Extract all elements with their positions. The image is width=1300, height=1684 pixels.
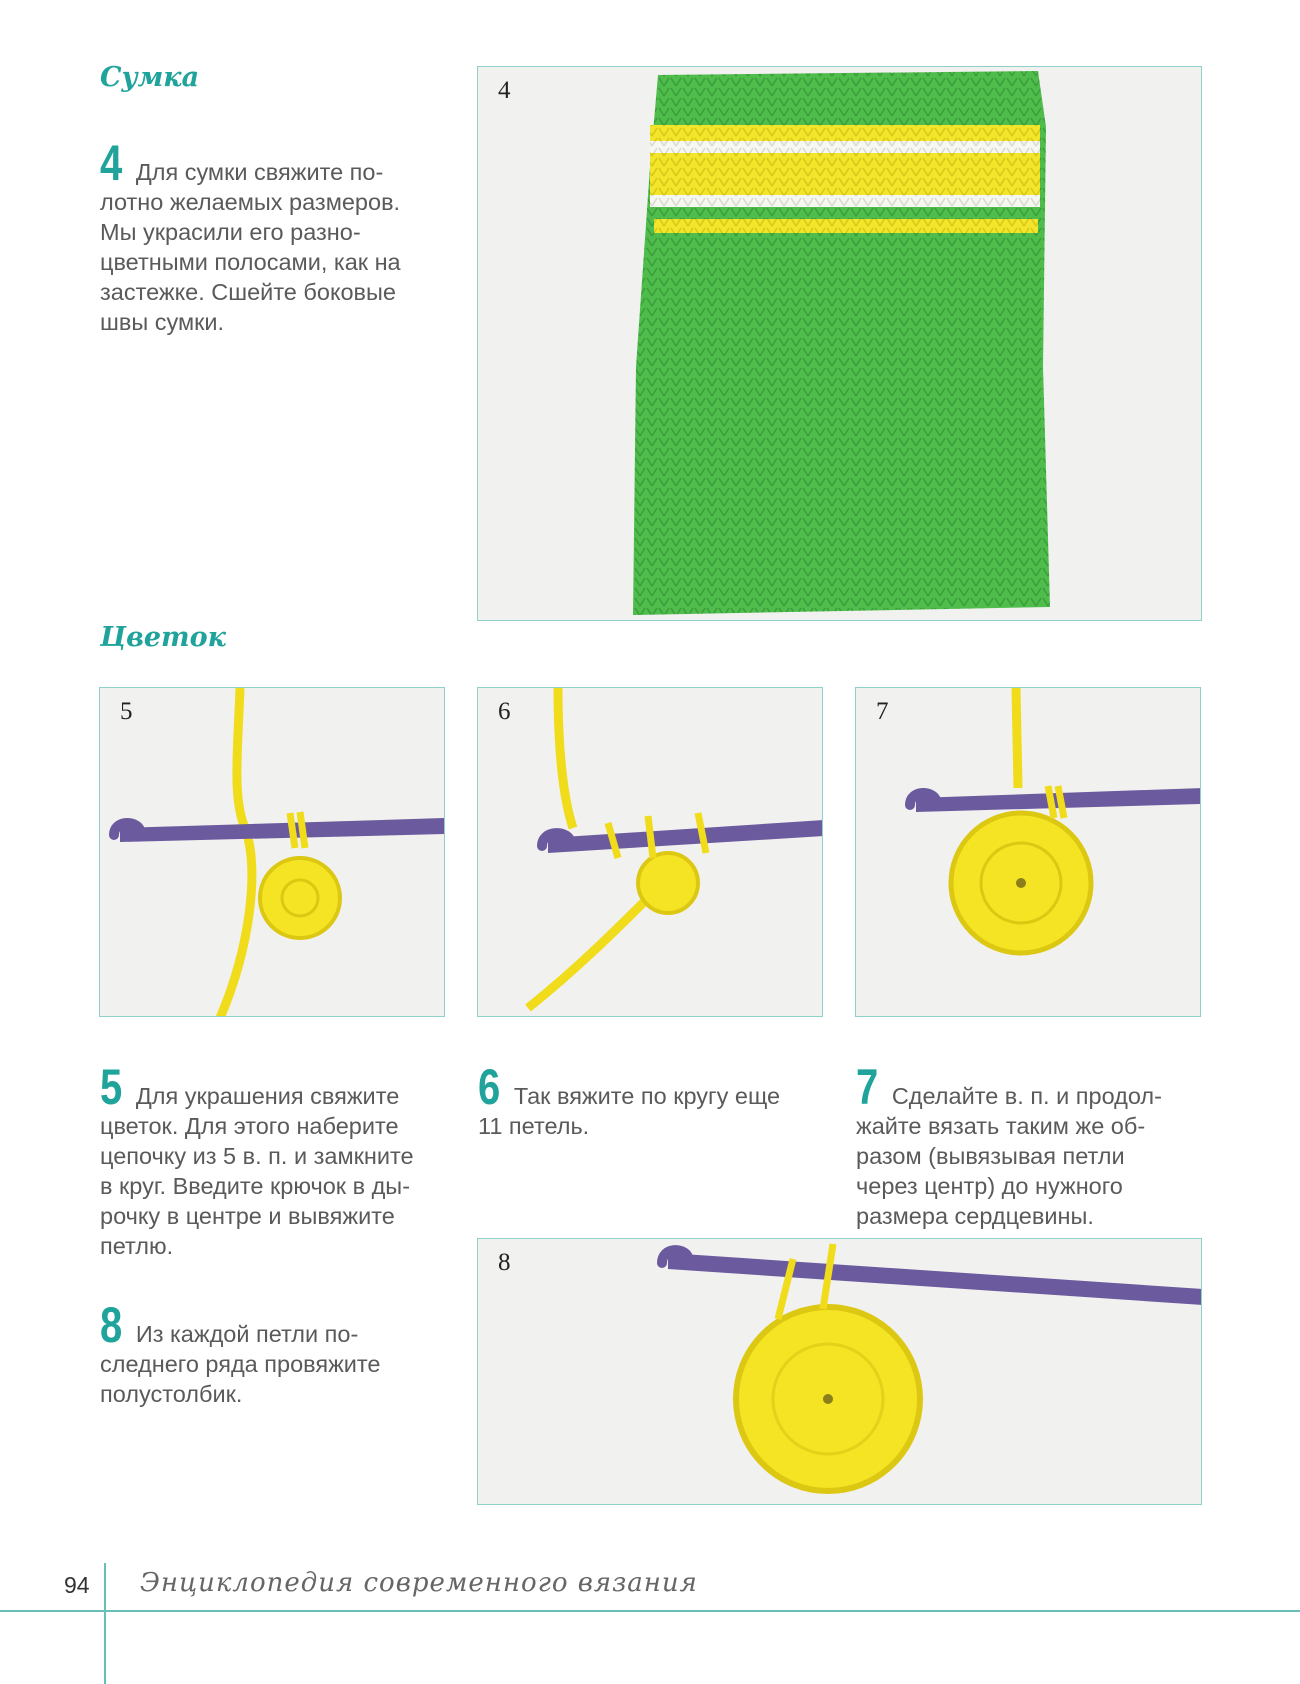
footer-divider — [104, 1563, 106, 1684]
book-title: Энциклопедия современного вязания — [140, 1568, 698, 1598]
crochet-illustration — [856, 688, 1201, 1017]
step-line: Так вяжите по кругу еще — [513, 1083, 781, 1109]
step-line: 11 петель. — [478, 1113, 590, 1139]
step-7-text — [856, 1059, 1216, 1231]
step-number: 5 — [100, 1059, 123, 1115]
step-number: 7 — [856, 1059, 879, 1115]
photo-number: 7 — [876, 698, 889, 725]
step-line: Из каждой петли по- — [135, 1321, 359, 1347]
step-line: полустолбик. — [100, 1381, 243, 1407]
step-line: цепочку из 5 в. п. и замкните — [100, 1143, 414, 1169]
photo-number: 8 — [498, 1249, 511, 1276]
photo-4-bag-panel — [477, 66, 1202, 621]
step-line: Сделайте в. п. и продол- — [891, 1083, 1162, 1109]
step-number: 4 — [100, 135, 123, 191]
step-line: петлю. — [100, 1233, 174, 1259]
crochet-illustration — [478, 688, 823, 1017]
step-5-text — [100, 1059, 450, 1261]
section-title-bag: Сумка — [100, 62, 200, 93]
step-8-text — [100, 1297, 450, 1409]
footer-rule — [0, 1610, 1300, 1612]
step-line: швы сумки. — [100, 309, 225, 335]
photo-number: 6 — [498, 698, 511, 725]
yarn-strand — [220, 688, 252, 1017]
photo-number: 5 — [120, 698, 133, 725]
step-line: застежке. Сшейте боковые — [100, 279, 396, 305]
knitted-panel-illustration — [478, 67, 1202, 621]
white-stripe — [650, 141, 1040, 153]
step-line: размера сердцевины. — [856, 1203, 1094, 1229]
step-line: разом (вывязывая петли — [856, 1143, 1125, 1169]
step-line: следнего ряда провяжите — [100, 1351, 381, 1377]
white-stripe — [650, 195, 1040, 207]
photo-6-crochet-loops — [477, 687, 823, 1017]
step-line: Мы украсили его разно- — [100, 219, 361, 245]
step-line: рочку в центре и вывяжите — [100, 1203, 395, 1229]
step-number: 8 — [100, 1297, 123, 1353]
yarn-ring — [638, 853, 698, 913]
step-line: через центр) до нужного — [856, 1173, 1123, 1199]
step-line: Для сумки свяжите по- — [135, 159, 384, 185]
yellow-stripe — [650, 153, 1040, 195]
step-line: цветными полосами, как на — [100, 249, 401, 275]
step-line: цветок. Для этого наберите — [100, 1113, 399, 1139]
photo-7-crochet-center — [855, 687, 1201, 1017]
step-line: в круг. Введите крючок в ды- — [100, 1173, 411, 1199]
photo-number: 4 — [498, 77, 511, 104]
yellow-stripe — [654, 219, 1038, 233]
photo-5-crochet-start — [99, 687, 445, 1017]
crochet-hook — [120, 818, 445, 842]
yarn-ring — [260, 858, 340, 938]
step-number: 6 — [478, 1059, 501, 1115]
step-line: Для украшения свяжите — [135, 1083, 400, 1109]
photo-8-crochet-round — [477, 1238, 1202, 1505]
crochet-illustration — [100, 688, 445, 1017]
step-line: жайте вязать таким же об- — [856, 1113, 1146, 1139]
step-4-text — [100, 135, 460, 337]
section-title-flower: Цветок — [100, 622, 226, 653]
page-number: 94 — [64, 1572, 90, 1598]
crochet-illustration — [478, 1239, 1202, 1505]
step-6-text — [478, 1059, 838, 1141]
crochet-hook — [668, 1253, 1202, 1305]
crochet-hook — [548, 820, 823, 853]
step-line: лотно желаемых размеров. — [100, 189, 401, 215]
yellow-stripe — [650, 125, 1040, 141]
